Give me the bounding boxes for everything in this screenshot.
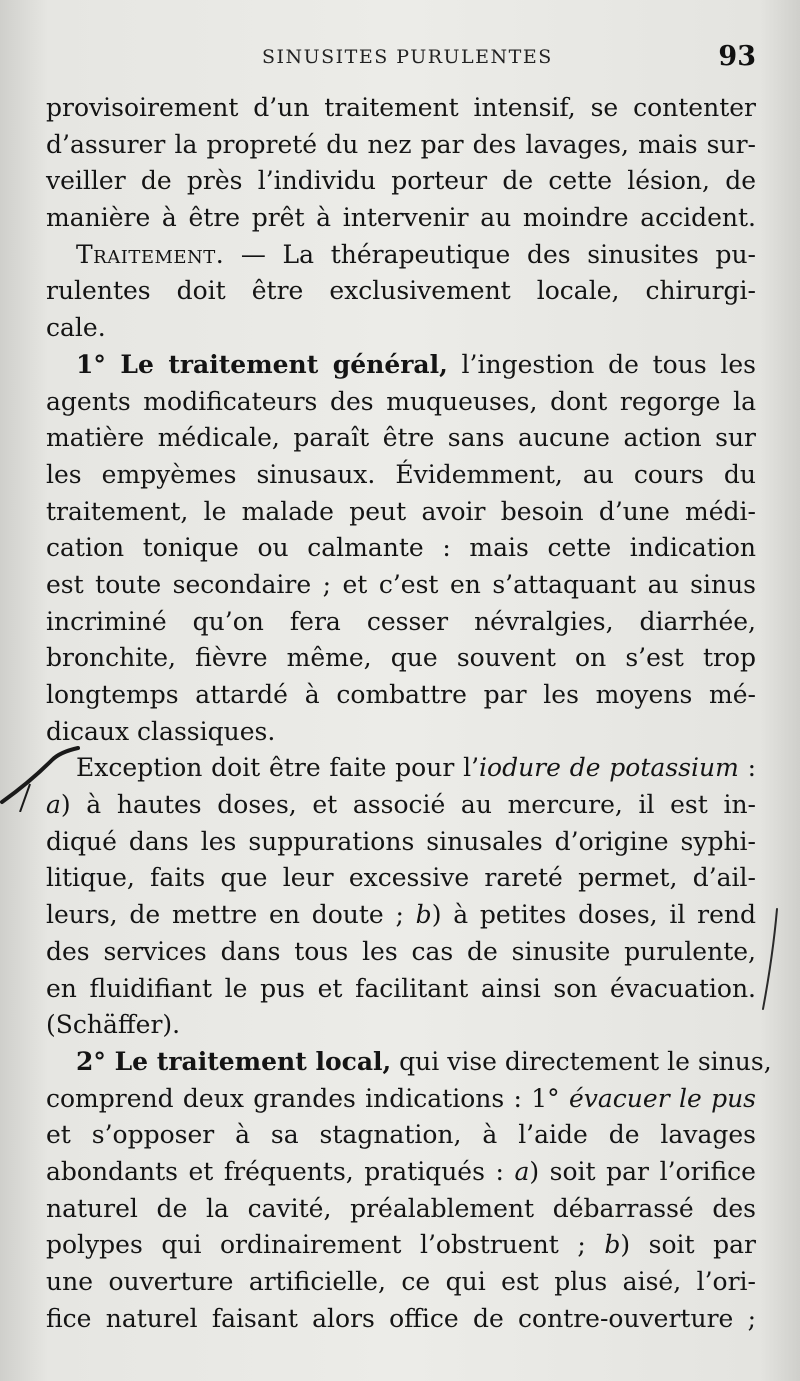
- text-segment: Exception doit être faite pour l’: [76, 753, 480, 783]
- italic-term: a: [514, 1156, 530, 1186]
- text-line: une ouverture artificielle, ce qui est plus aisé, l’ori-: [46, 1267, 756, 1296]
- text-line: longtemps attardé à combattre par les moyens mé-: [46, 680, 756, 709]
- text-line: litique, faits que leur excessive rareté permet, d’ail-: [46, 863, 756, 893]
- text-line: des services dans tous les cas de sinusite purulente,: [46, 936, 756, 966]
- italic-term: iodure de potassium: [479, 753, 739, 783]
- text-line: [46, 787, 756, 824]
- text-line: [46, 1081, 756, 1118]
- italic-term: a: [46, 790, 61, 820]
- text-line: bronchite, fièvre même, que souvent on s’est trop: [46, 643, 756, 673]
- text-line: d’assurer la propreté du nez par des lavages, mais sur-: [46, 129, 756, 159]
- text-segment: polypes qui ordinairement l’obstruent ;: [46, 1230, 605, 1260]
- text-line: provisoirement d’un traitement intensif, se contenter: [46, 93, 756, 122]
- running-head-title: SINUSITES PURULENTES: [262, 46, 553, 68]
- text-line: [46, 1227, 756, 1264]
- text-line: [46, 1154, 756, 1191]
- italic-term: b: [415, 900, 432, 930]
- text-line: les empyèmes sinusaux. Évidemment, au cours du: [46, 459, 756, 489]
- text-segment: ) à hautes doses, et associé au mercure, il est in-: [60, 790, 756, 820]
- text-line: dicaux classiques.: [46, 716, 276, 746]
- running-head: [0, 41, 800, 74]
- text-line: traitement, le malade peut avoir besoin d’une médi-: [46, 496, 756, 526]
- text-line: est toute secondaire ; et c’est en s’attaquant au sinus: [46, 569, 756, 599]
- text-segment: leurs, de mettre en doute ;: [46, 900, 416, 930]
- text-line: (Schäffer).: [46, 1010, 181, 1040]
- text-line: manière à être prêt à intervenir au moindre accident.: [46, 203, 756, 233]
- text-line: cation tonique ou calmante : mais cette indication: [46, 533, 756, 563]
- pen-margin-line: [755, 905, 785, 1015]
- text-segment: ) soit par: [620, 1230, 756, 1260]
- text-segment: abondants et fréquents, pratiqués :: [46, 1156, 515, 1186]
- text-line: en fluidifiant le pus et facilitant ainsi son évacuation.: [46, 973, 756, 1003]
- section-heading-traitement: Traitement.: [76, 239, 225, 269]
- text-line: agents modificateurs des muqueuses, dont regorge la: [46, 386, 756, 416]
- text-line: [46, 347, 756, 384]
- text-segment: comprend deux grandes indications : 1°: [46, 1083, 569, 1113]
- subsection-heading-general: 1° Le traitement général,: [76, 349, 448, 379]
- text-line: naturel de la cavité, préalablement débarrassé des: [46, 1193, 756, 1223]
- text-segment: :: [738, 753, 756, 783]
- subsection-heading-local: 2° Le traitement local,: [76, 1046, 392, 1076]
- body-text: [46, 90, 772, 1337]
- text-line: [46, 897, 756, 934]
- text-segment: — La thérapeutique des sinusites pu-: [224, 239, 756, 269]
- italic-term: évacuer le pus: [568, 1083, 757, 1113]
- italic-term: b: [604, 1230, 621, 1260]
- text-segment: l’ingestion de tous les: [447, 349, 756, 379]
- text-line: incriminé qu’on fera cesser névralgies, diarrhée,: [46, 606, 756, 636]
- text-line: [46, 1044, 772, 1081]
- text-line: rulentes doit être exclusivement locale, chirurgi-: [46, 276, 756, 306]
- text-line: et s’opposer à sa stagnation, à l’aide de lavages: [46, 1120, 756, 1150]
- text-segment: ) soit par l’orifice: [529, 1156, 756, 1186]
- text-line: cale.: [46, 313, 106, 343]
- text-segment: ) à petites doses, il rend: [431, 900, 756, 930]
- text-line: diqué dans les suppurations sinusales d’origine syphi-: [46, 826, 756, 856]
- text-line: [46, 750, 756, 787]
- text-line: veiller de près l’individu porteur de cette lésion, de: [46, 166, 756, 196]
- text-line: matière médicale, paraît être sans aucune action sur: [46, 423, 756, 453]
- text-segment: qui vise directement le sinus,: [391, 1046, 772, 1076]
- text-line: [46, 237, 756, 274]
- text-line: fice naturel faisant alors office de contre-ouverture ;: [46, 1303, 756, 1333]
- pen-annotation-mark: [0, 742, 90, 812]
- page-number: 93: [718, 41, 756, 72]
